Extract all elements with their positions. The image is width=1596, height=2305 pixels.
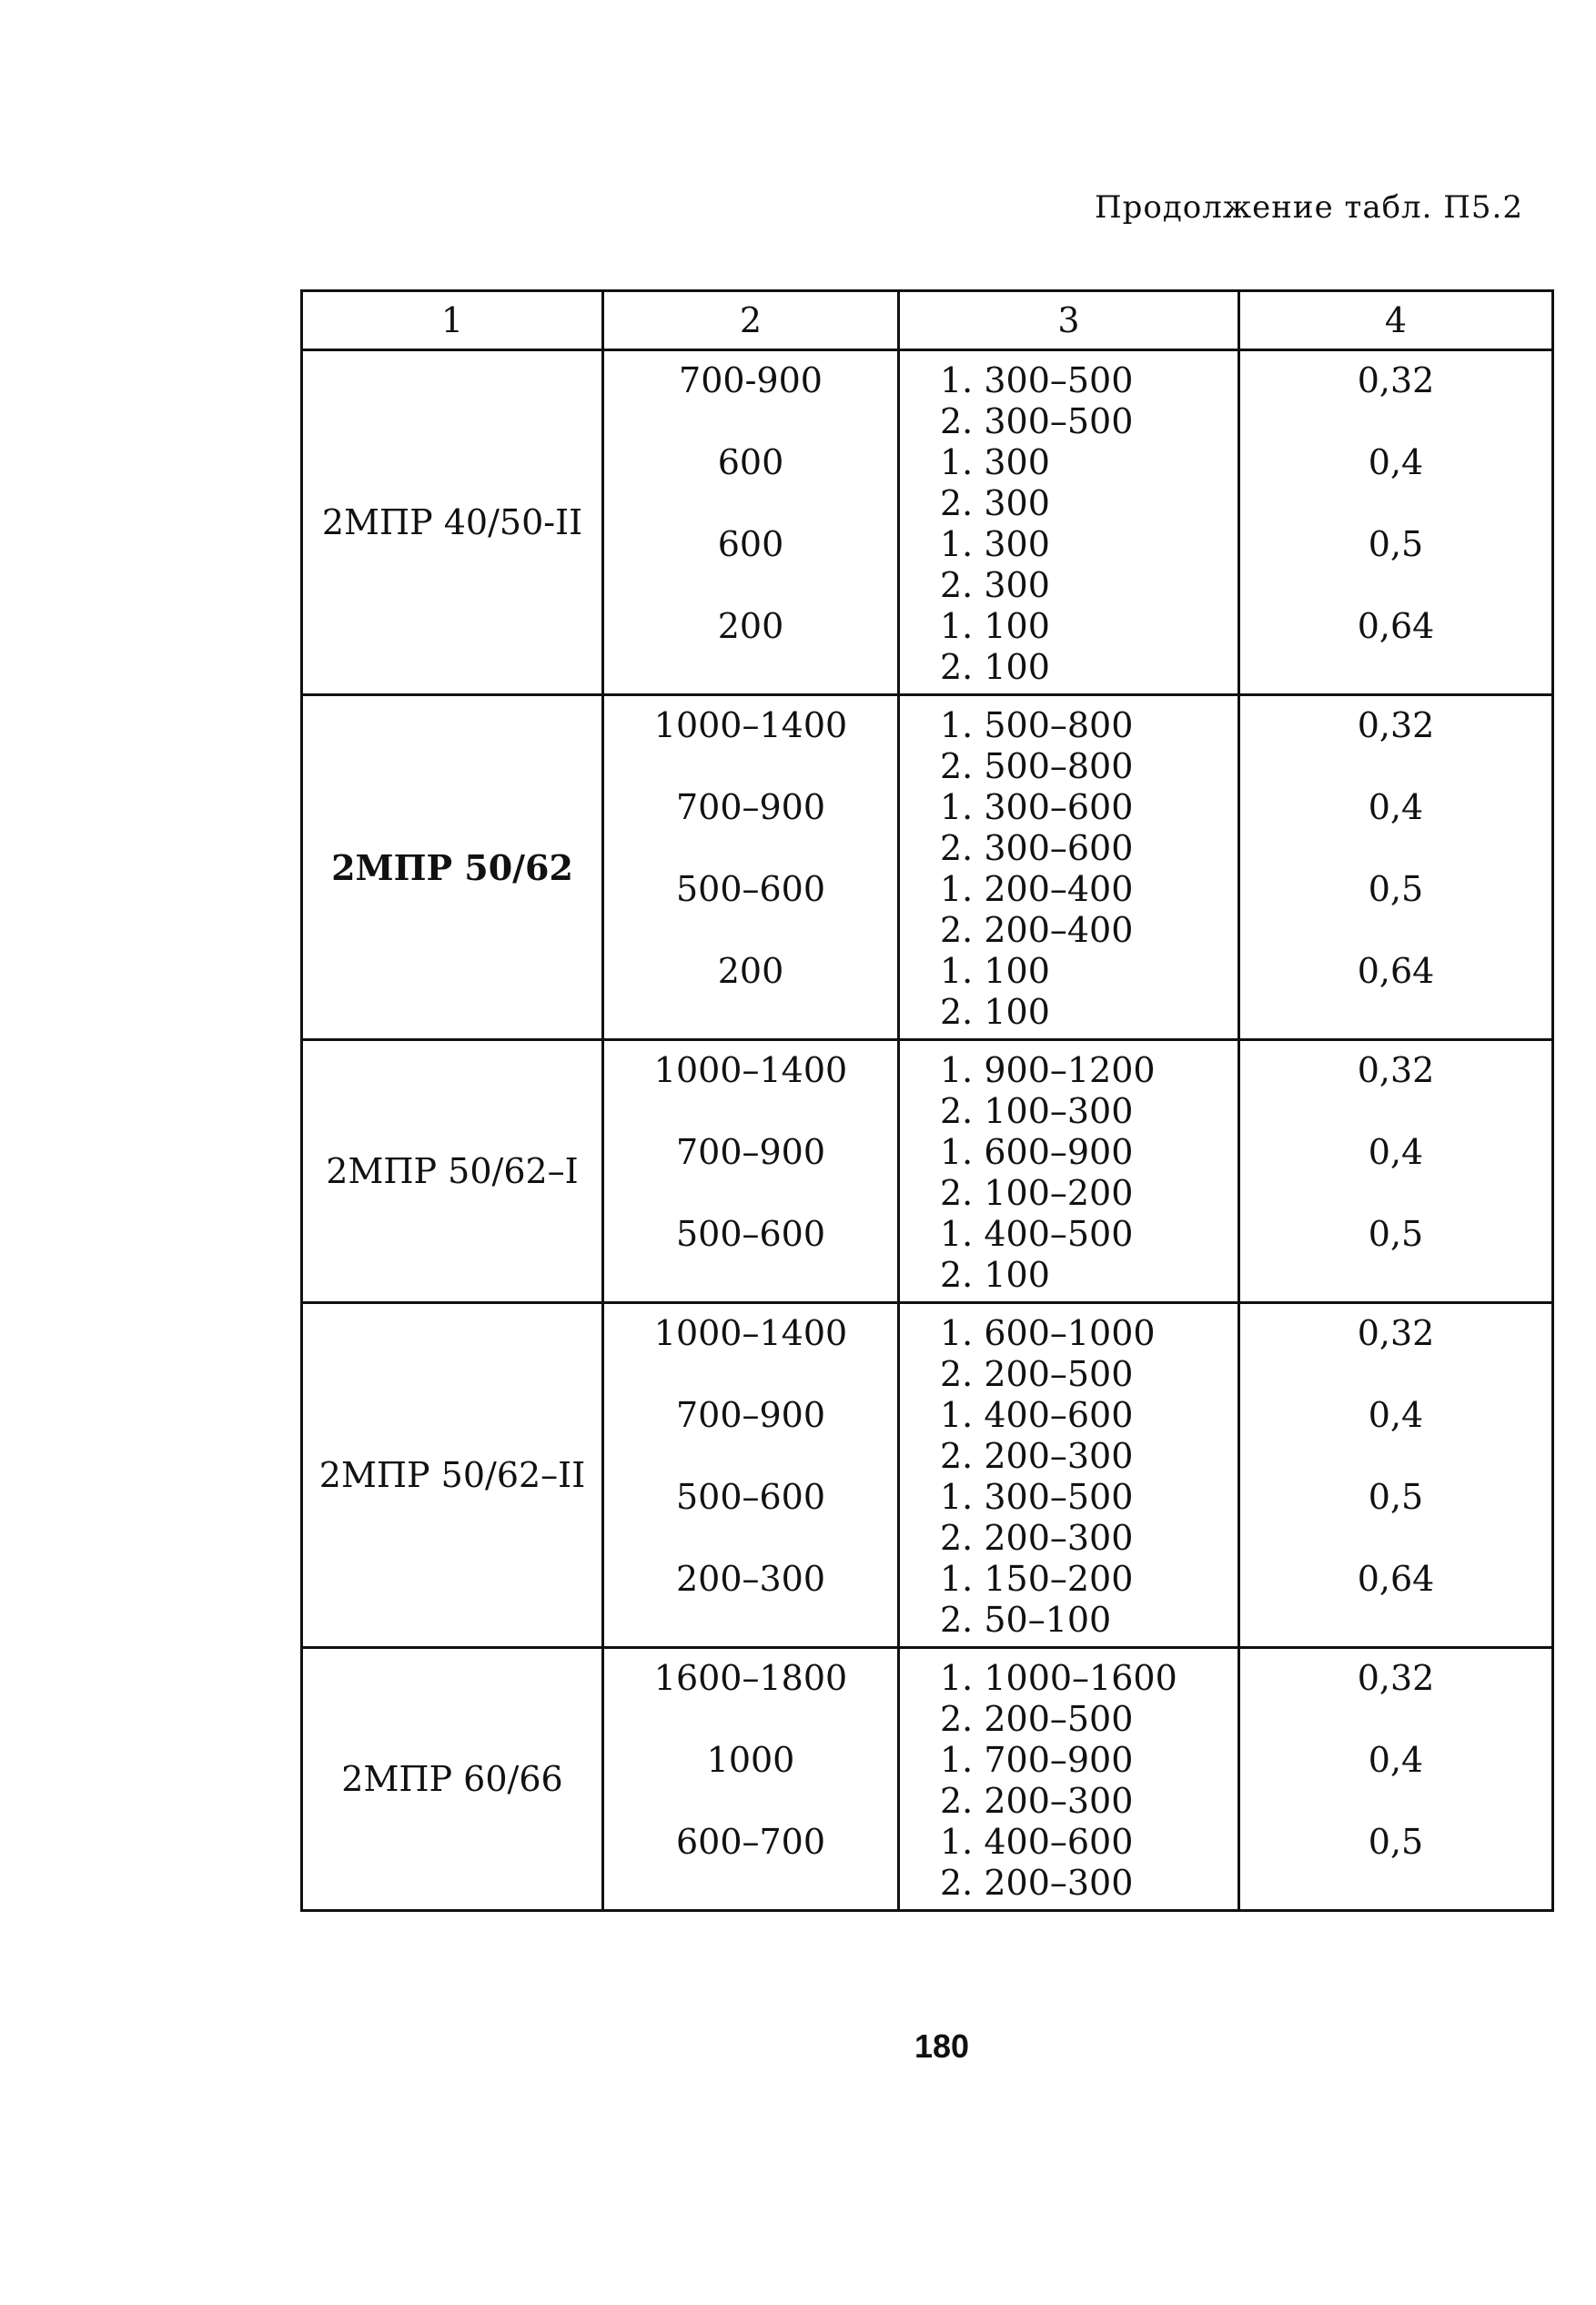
cell-line: 0,64 bbox=[1357, 951, 1435, 991]
cell-line: 0,4 bbox=[1368, 1740, 1424, 1780]
column-3-cell bbox=[899, 1040, 1239, 1303]
model-name-cell: 2МПР 50/62 bbox=[302, 695, 603, 1040]
data-table-container bbox=[300, 289, 1551, 1912]
cell-line: 1. 300–600 bbox=[940, 787, 1134, 827]
cell-line bbox=[1240, 1255, 1551, 1296]
cell-line bbox=[1240, 647, 1551, 688]
cell-line: 1. 300–500 bbox=[940, 1477, 1134, 1517]
cell-line: 2. 50–100 bbox=[940, 1600, 1112, 1640]
cell-line: 0,4 bbox=[1368, 442, 1424, 482]
cell-line bbox=[604, 1600, 897, 1641]
table-caption: Продолжение табл. П5.2 bbox=[1094, 189, 1523, 226]
cell-line: 1. 400–500 bbox=[940, 1214, 1134, 1254]
header-cell-1: 1 bbox=[302, 291, 603, 350]
cell-line: 1. 1000–1600 bbox=[940, 1658, 1177, 1698]
model-name-cell: 2МПР 50/62–I bbox=[302, 1040, 603, 1303]
cell-line: 0,4 bbox=[1368, 1395, 1424, 1435]
cell-line: 1. 600–900 bbox=[940, 1132, 1134, 1172]
cell-line: 500–600 bbox=[675, 869, 826, 909]
table-row bbox=[302, 1303, 1553, 1648]
column-2-cell bbox=[603, 1648, 899, 1911]
column-4-cell bbox=[1239, 1648, 1553, 1911]
data-table bbox=[300, 289, 1554, 1912]
cell-line bbox=[604, 992, 897, 1033]
cell-line bbox=[1240, 746, 1551, 787]
cell-line bbox=[604, 746, 897, 787]
cell-line: 0,32 bbox=[1357, 705, 1435, 745]
model-name-cell: 2МПР 60/66 bbox=[302, 1648, 603, 1911]
cell-line bbox=[604, 1436, 897, 1477]
cell-line bbox=[1240, 401, 1551, 442]
header-cell-2: 2 bbox=[603, 291, 899, 350]
cell-line: 200 bbox=[717, 606, 784, 646]
cell-line: 2. 300 bbox=[940, 565, 1050, 605]
cell-line bbox=[604, 483, 897, 524]
table-body bbox=[302, 350, 1553, 1911]
cell-line: 2. 200–300 bbox=[940, 1863, 1134, 1903]
cell-line bbox=[1240, 1600, 1551, 1641]
cell-line bbox=[604, 1518, 897, 1559]
cell-line: 0,32 bbox=[1357, 1050, 1435, 1090]
header-row bbox=[302, 291, 1553, 350]
cell-line bbox=[1240, 1781, 1551, 1822]
cell-line: 2. 200–500 bbox=[940, 1354, 1134, 1394]
cell-line: 2. 300–600 bbox=[940, 828, 1134, 868]
cell-line: 1. 300–500 bbox=[940, 360, 1134, 400]
cell-line: 0,5 bbox=[1368, 1477, 1424, 1517]
page-number: 180 bbox=[914, 2027, 970, 2065]
cell-line: 0,32 bbox=[1357, 1658, 1435, 1698]
cell-line: 1. 100 bbox=[940, 606, 1050, 646]
cell-line bbox=[604, 647, 897, 688]
header-cell-3: 3 bbox=[899, 291, 1239, 350]
cell-line: 0,5 bbox=[1368, 1822, 1424, 1862]
cell-line: 700–900 bbox=[675, 1132, 826, 1172]
column-2-cell bbox=[603, 350, 899, 695]
model-name-cell: 2МПР 40/50-II bbox=[302, 350, 603, 695]
cell-line: 1000–1400 bbox=[653, 1050, 848, 1090]
cell-line: 1000–1400 bbox=[653, 705, 848, 745]
cell-line: 500–600 bbox=[675, 1214, 826, 1254]
cell-line bbox=[1240, 1173, 1551, 1214]
cell-line: 1. 100 bbox=[940, 951, 1050, 991]
cell-line: 1000 bbox=[706, 1740, 795, 1780]
cell-line bbox=[1240, 1091, 1551, 1132]
cell-line: 600 bbox=[717, 524, 784, 564]
cell-line bbox=[604, 1354, 897, 1395]
cell-line: 2. 100 bbox=[940, 647, 1050, 687]
column-2-cell bbox=[603, 1303, 899, 1648]
cell-line: 0,4 bbox=[1368, 787, 1424, 827]
column-2-cell bbox=[603, 695, 899, 1040]
cell-line: 600 bbox=[717, 442, 784, 482]
cell-line bbox=[1240, 828, 1551, 869]
cell-line: 1000–1400 bbox=[653, 1313, 848, 1353]
header-cell-4: 4 bbox=[1239, 291, 1553, 350]
cell-line: 2. 200–300 bbox=[940, 1781, 1134, 1821]
cell-line: 1. 200–400 bbox=[940, 869, 1134, 909]
cell-line bbox=[604, 1255, 897, 1296]
cell-line: 2. 100 bbox=[940, 1255, 1050, 1295]
table-row bbox=[302, 1648, 1553, 1911]
cell-line: 1. 400–600 bbox=[940, 1822, 1134, 1862]
cell-line bbox=[1240, 1699, 1551, 1740]
column-3-cell bbox=[899, 695, 1239, 1040]
cell-line: 1. 150–200 bbox=[940, 1559, 1134, 1599]
table-row bbox=[302, 1040, 1553, 1303]
cell-line: 0,5 bbox=[1368, 524, 1424, 564]
cell-line: 0,32 bbox=[1357, 360, 1435, 400]
cell-line bbox=[604, 1699, 897, 1740]
cell-line bbox=[1240, 992, 1551, 1033]
cell-line: 2. 200–400 bbox=[940, 910, 1134, 950]
cell-line bbox=[1240, 910, 1551, 951]
column-2-cell bbox=[603, 1040, 899, 1303]
cell-line: 2. 100–200 bbox=[940, 1173, 1134, 1213]
cell-line: 200–300 bbox=[675, 1559, 826, 1599]
cell-line: 600–700 bbox=[675, 1822, 826, 1862]
column-3-cell bbox=[899, 350, 1239, 695]
cell-line bbox=[604, 1863, 897, 1904]
cell-line: 2. 100 bbox=[940, 992, 1050, 1032]
column-4-cell bbox=[1239, 1303, 1553, 1648]
cell-line: 2. 300 bbox=[940, 483, 1050, 523]
model-name-cell: 2МПР 50/62–II bbox=[302, 1303, 603, 1648]
cell-line bbox=[604, 565, 897, 606]
cell-line: 500–600 bbox=[675, 1477, 826, 1517]
column-3-cell bbox=[899, 1648, 1239, 1911]
column-4-cell bbox=[1239, 695, 1553, 1040]
cell-line: 0,5 bbox=[1368, 869, 1424, 909]
cell-line: 2. 200–300 bbox=[940, 1518, 1134, 1558]
cell-line: 0,4 bbox=[1368, 1132, 1424, 1172]
cell-line: 200 bbox=[717, 951, 784, 991]
column-4-cell bbox=[1239, 350, 1553, 695]
table-row bbox=[302, 350, 1553, 695]
cell-line: 1. 400–600 bbox=[940, 1395, 1134, 1435]
cell-line bbox=[1240, 1436, 1551, 1477]
cell-line bbox=[604, 1173, 897, 1214]
cell-line: 700–900 bbox=[675, 787, 826, 827]
cell-line: 0,32 bbox=[1357, 1313, 1435, 1353]
cell-line: 2. 200–500 bbox=[940, 1699, 1134, 1739]
cell-line bbox=[604, 828, 897, 869]
cell-line bbox=[604, 1091, 897, 1132]
cell-line: 0,5 bbox=[1368, 1214, 1424, 1254]
cell-line: 0,64 bbox=[1357, 606, 1435, 646]
cell-line: 2. 100–300 bbox=[940, 1091, 1134, 1131]
cell-line bbox=[1240, 1354, 1551, 1395]
cell-line bbox=[1240, 1863, 1551, 1904]
cell-line: 1. 600–1000 bbox=[940, 1313, 1156, 1353]
cell-line: 2. 300–500 bbox=[940, 401, 1134, 441]
cell-line: 700-900 bbox=[679, 360, 823, 400]
cell-line: 1. 500–800 bbox=[940, 705, 1134, 745]
cell-line: 1. 900–1200 bbox=[940, 1050, 1156, 1090]
cell-line bbox=[1240, 565, 1551, 606]
cell-line: 0,64 bbox=[1357, 1559, 1435, 1599]
cell-line bbox=[604, 910, 897, 951]
cell-line bbox=[604, 401, 897, 442]
table-row bbox=[302, 695, 1553, 1040]
cell-line: 700–900 bbox=[675, 1395, 826, 1435]
cell-line: 1. 700–900 bbox=[940, 1740, 1134, 1780]
column-4-cell bbox=[1239, 1040, 1553, 1303]
column-3-cell bbox=[899, 1303, 1239, 1648]
cell-line bbox=[1240, 1518, 1551, 1559]
cell-line bbox=[1240, 483, 1551, 524]
cell-line: 2. 200–300 bbox=[940, 1436, 1134, 1476]
cell-line: 1600–1800 bbox=[653, 1658, 848, 1698]
cell-line: 1. 300 bbox=[940, 442, 1050, 482]
cell-line: 1. 300 bbox=[940, 524, 1050, 564]
cell-line: 2. 500–800 bbox=[940, 746, 1134, 786]
cell-line bbox=[604, 1781, 897, 1822]
